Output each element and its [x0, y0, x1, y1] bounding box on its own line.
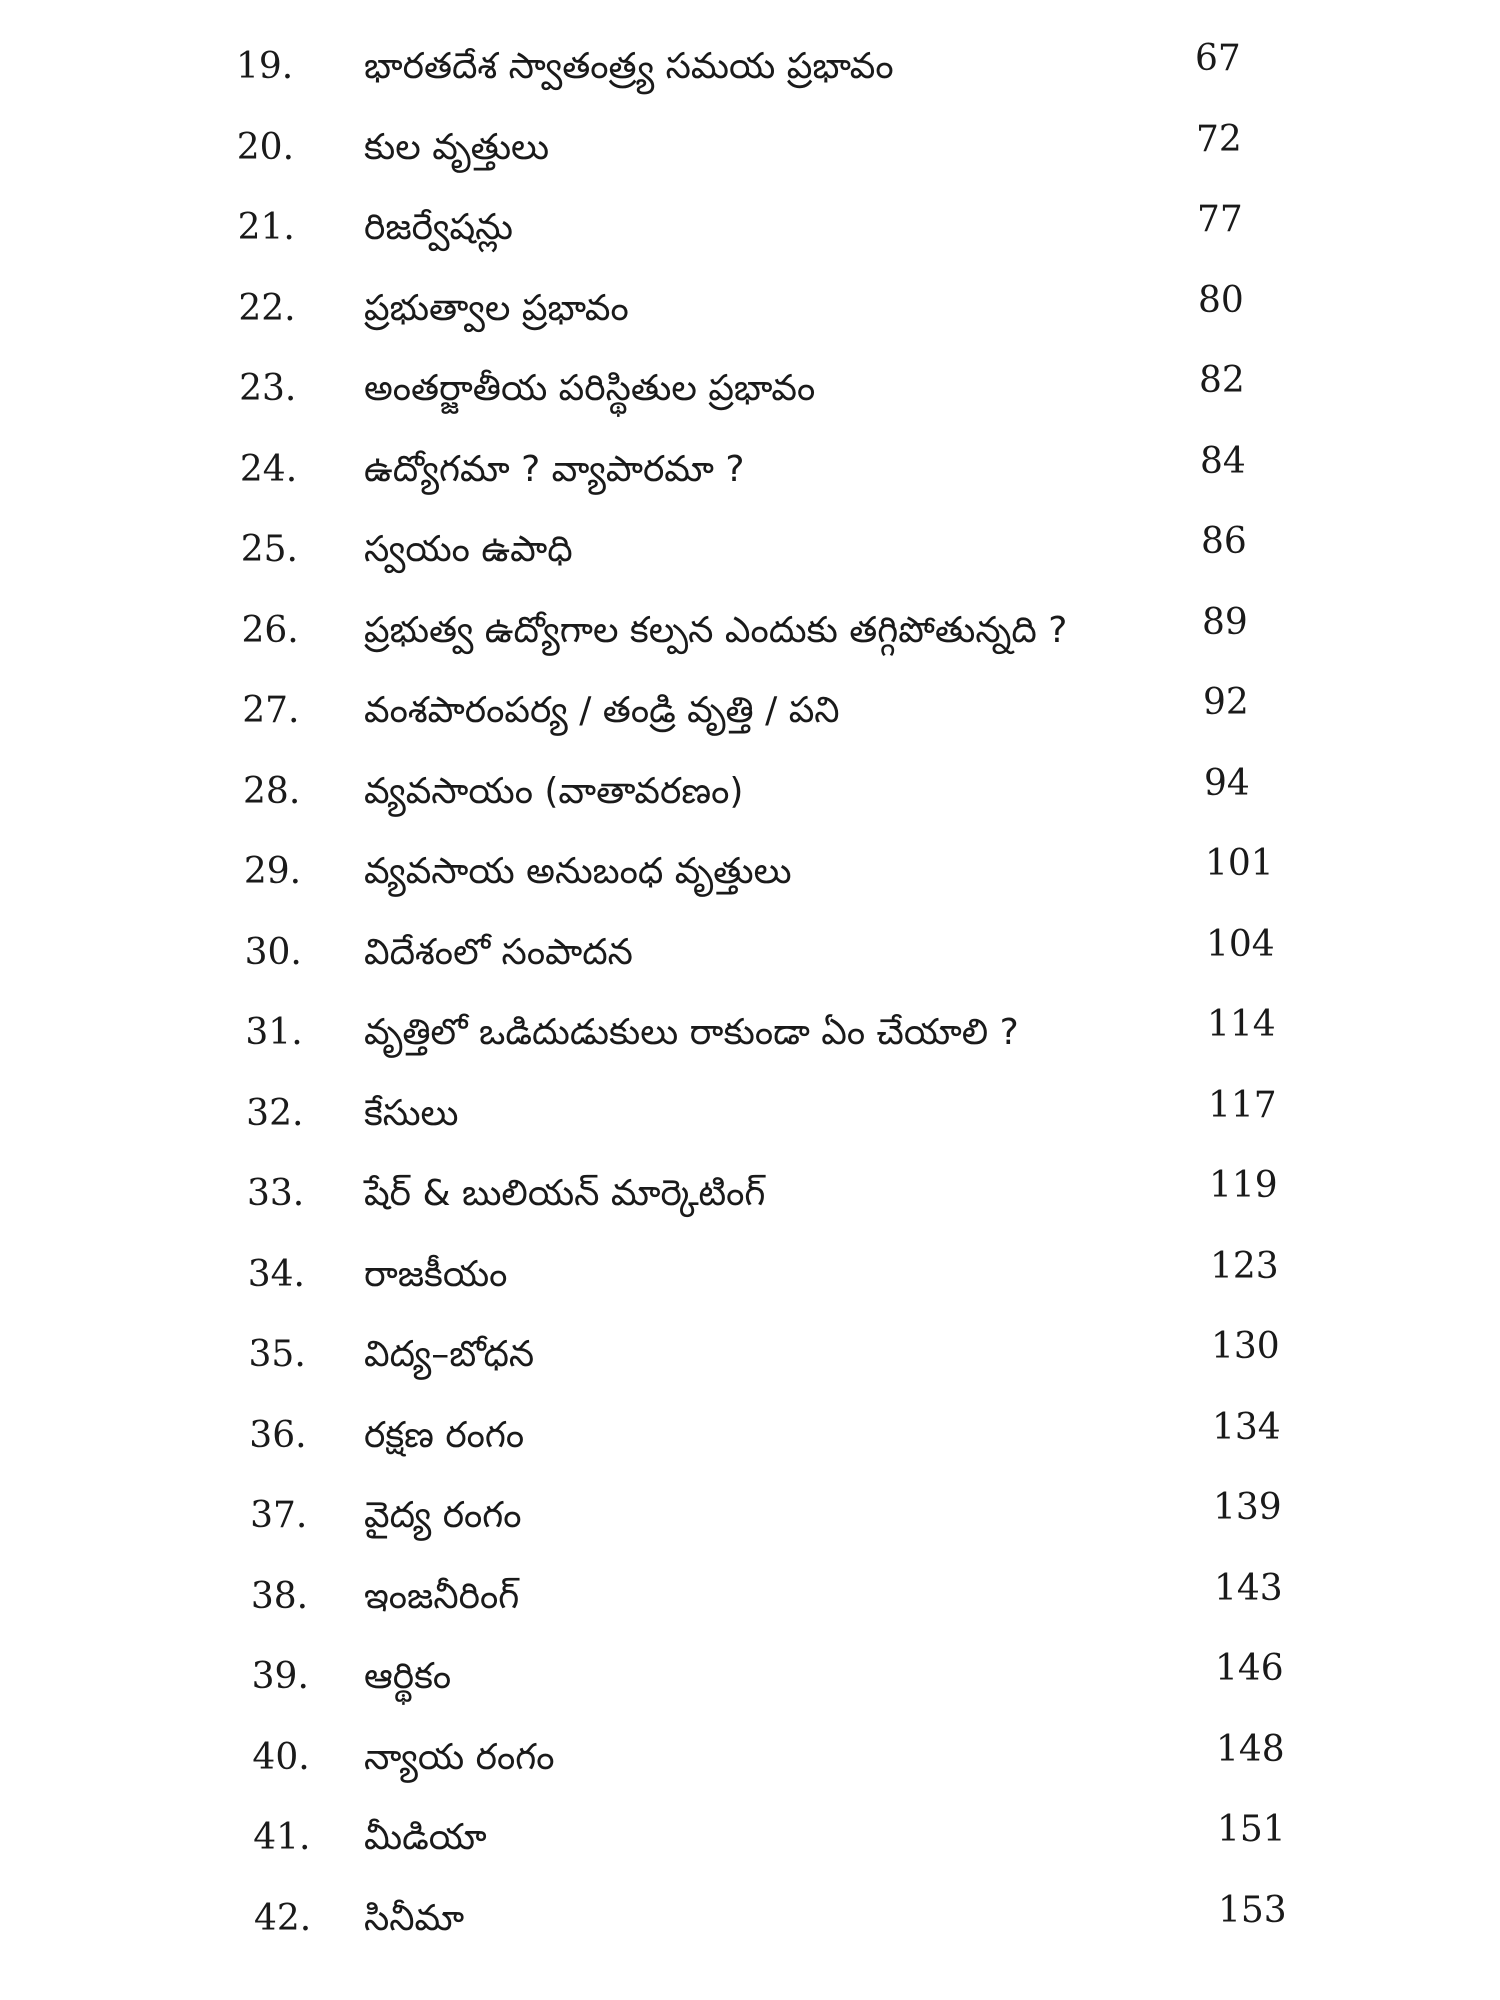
toc-entry-page: 134 — [1212, 1406, 1281, 1448]
toc-entry-title: విదేశంలో సంపాదన — [364, 931, 633, 973]
toc-entry-title: వ్యవసాయం (వాతావరణం) — [364, 770, 744, 812]
toc-entry-title: వృత్తిలో ఒడిదుడుకులు రాకుండా ఏం చేయాలి ? — [364, 1012, 1019, 1053]
toc-entry — [0, 1079, 1500, 1149]
toc-entry-page: 92 — [1203, 682, 1249, 723]
toc-entry-number: 22. — [238, 287, 296, 329]
toc-entry-title: రిజర్వేషన్లు — [364, 207, 513, 248]
toc-entry — [0, 1723, 1500, 1793]
toc-entry-number: 25. — [240, 529, 298, 570]
toc-entry — [0, 1481, 1500, 1551]
toc-entry-number: 35. — [248, 1334, 306, 1375]
toc-entry-page: 89 — [1202, 601, 1248, 643]
toc-entry-number: 34. — [247, 1253, 305, 1295]
toc-entry-number: 38. — [250, 1575, 309, 1617]
toc-entry-title: ఆర్థికం — [364, 1656, 452, 1697]
toc-entry — [0, 113, 1500, 183]
toc-entry-page: 143 — [1214, 1567, 1283, 1609]
toc-entry-title: రక్షణ రంగం — [364, 1414, 525, 1456]
toc-entry-number: 42. — [254, 1897, 312, 1939]
toc-entry-title: ప్రభుత్వాల ప్రభావం — [364, 287, 629, 329]
toc-entry-title: వ్యవసాయ అనుబంధ వృత్తులు — [364, 851, 792, 892]
toc-entry — [0, 193, 1500, 263]
toc-entry-page: 151 — [1217, 1809, 1286, 1850]
toc-entry-page: 123 — [1210, 1245, 1279, 1287]
toc-entry — [0, 1884, 1500, 1954]
toc-entry-page: 86 — [1201, 521, 1247, 562]
toc-entry-title: స్వయం ఉపాధి — [364, 529, 573, 570]
toc-entry — [0, 1803, 1500, 1873]
toc-entry — [0, 1642, 1500, 1712]
toc-entry-number: 36. — [249, 1414, 307, 1456]
toc-entry-page: 104 — [1206, 923, 1275, 965]
toc-entry — [0, 354, 1500, 424]
toc-entry — [0, 1320, 1500, 1390]
toc-entry-number: 28. — [243, 770, 301, 812]
toc-entry-page: 84 — [1200, 440, 1246, 482]
toc-entry-title: వైద్య రంగం — [364, 1495, 522, 1536]
toc-entry-title: రాజకీయం — [364, 1253, 508, 1295]
toc-entry-number: 32. — [246, 1092, 304, 1134]
toc-entry-page: 82 — [1199, 360, 1245, 401]
toc-entry-title: న్యాయ రంగం — [364, 1736, 555, 1778]
toc-entry — [0, 32, 1500, 102]
toc-entry-title: ఉద్యోగమా ? వ్యాపారమా ? — [364, 448, 745, 490]
toc-entry-number: 31. — [245, 1012, 303, 1053]
toc-entry-number: 23. — [239, 368, 297, 409]
toc-entry — [0, 435, 1500, 505]
toc-entry-title: షేర్ & బులియన్ మార్కెటింగ్ — [364, 1173, 766, 1214]
toc-entry-number: 20. — [236, 126, 295, 168]
toc-entry — [0, 1401, 1500, 1471]
toc-entry-number: 24. — [239, 448, 298, 490]
toc-entry-number: 40. — [252, 1736, 310, 1778]
toc-entry-title: ప్రభుత్వ ఉద్యోగాల కల్పన ఎందుకు తగ్గిపోతున్నది ? — [364, 609, 1068, 651]
toc-entry — [0, 1159, 1500, 1229]
toc-entry-page: 119 — [1209, 1165, 1278, 1206]
toc-entry-page: 148 — [1216, 1728, 1285, 1770]
toc-entry-page: 146 — [1215, 1648, 1284, 1689]
toc-entry — [0, 676, 1500, 746]
toc-entry-page: 80 — [1198, 279, 1244, 321]
toc-entry-title: కేసులు — [364, 1092, 459, 1134]
toc-entry-page: 153 — [1218, 1889, 1287, 1931]
toc-entry-page: 94 — [1204, 762, 1250, 804]
toc-entry-page: 77 — [1197, 199, 1243, 240]
toc-entry-page: 72 — [1196, 118, 1242, 160]
toc-entry — [0, 1562, 1500, 1632]
toc-entry — [0, 274, 1500, 344]
toc-entry-title: అంతర్జాతీయ పరిస్థితుల ప్రభావం — [364, 368, 816, 409]
toc-entry-title: ఇంజనీరింగ్ — [364, 1575, 520, 1617]
toc-entry-number: 30. — [244, 931, 302, 973]
toc-entry-number: 29. — [243, 851, 302, 892]
toc-entry-title: విద్య–బోధన — [364, 1334, 535, 1375]
toc-entry-number: 19. — [236, 46, 294, 87]
toc-entry-title: సినీమా — [364, 1897, 465, 1939]
toc-entry — [0, 918, 1500, 988]
toc-entry — [0, 837, 1500, 907]
toc-entry-number: 21. — [237, 207, 295, 248]
toc-entry — [0, 757, 1500, 827]
toc-entry-page: 101 — [1205, 843, 1274, 884]
toc-entry-title: మీడియా — [364, 1817, 487, 1858]
toc-entry-page: 139 — [1213, 1487, 1282, 1528]
toc-entry-number: 33. — [246, 1173, 305, 1214]
toc-entry-number: 27. — [242, 690, 300, 731]
toc-entry — [0, 1240, 1500, 1310]
toc-entry-title: కుల వృత్తులు — [364, 126, 550, 168]
toc-entry — [0, 998, 1500, 1068]
toc-entry — [0, 596, 1500, 666]
toc-entry — [0, 515, 1500, 585]
toc-entry-number: 41. — [253, 1817, 311, 1858]
toc-entry-page: 117 — [1208, 1084, 1277, 1126]
toc-entry-number: 39. — [251, 1656, 309, 1697]
toc-entry-title: వంశపారంపర్య / తండ్రి వృత్తి / పని — [364, 690, 840, 731]
toc-entry-title: భారతదేశ స్వాతంత్ర్య సమయ ప్రభావం — [364, 46, 894, 87]
toc-entry-page: 67 — [1195, 38, 1241, 79]
toc-entry-page: 130 — [1211, 1326, 1280, 1367]
toc-entry-number: 26. — [241, 609, 299, 651]
toc-entry-page: 114 — [1207, 1004, 1276, 1045]
toc-entry-number: 37. — [250, 1495, 308, 1536]
